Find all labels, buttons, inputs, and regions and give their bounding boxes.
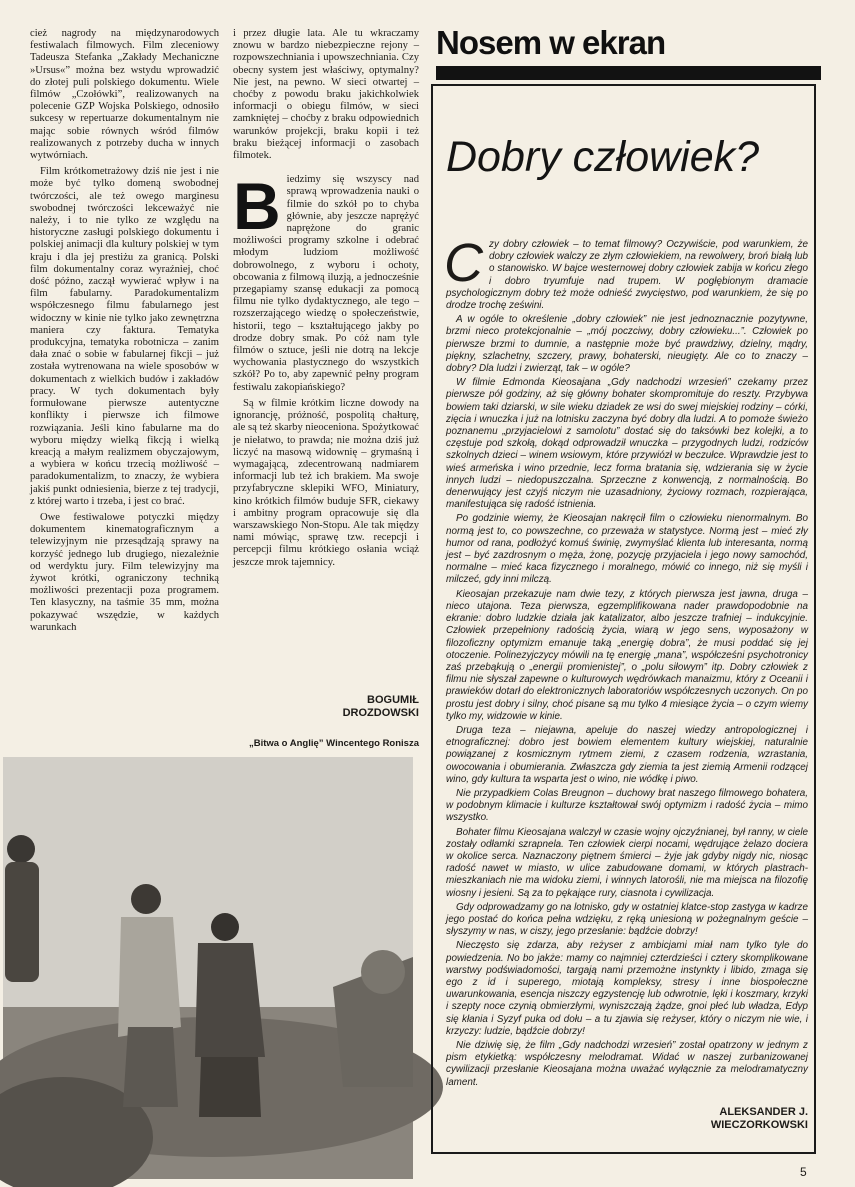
left-article-column-2 xyxy=(233,28,419,768)
paragraph: Nieczęsto się zdarza, aby reżyser z ambicjami miał nam tylko tyle do powiedzenia. No bo jakże: mamy co najmniej czterdzieści i cztery skomplikowane warstwy podświadomości, targają nami przemożne instynkty i libido, zmaga się ego z id i superego, miotają kompleksy, stresy i inne biospołeczne uwarunkowania, esencja niszczy egzystencję lub odwrotnie, lęki i koszmary, krzyki i szepty noce czynią obmierzłymi, wyniszczają żądze, gnoi płeć lub władza, Edyp się kłania i Syzyf puka od dołu – a tu zjawia się reżyser, który o niczym nie wie, i krzyczy: ludzie, bądźcie dobrzy! xyxy=(446,940,808,1037)
paragraph: cież nagrody na międzynarodowych festiwalach filmowych. Film zleceniowy Tadeusza Stefanka „Zakłady Mechaniczne »Ursus«” można bez wstydu wprowadzić do złotej puli polskiego dokumentu. Wiele filmów „Czołówki”, realizowanych na polecenie GZP Wojska Polskiego, odnosiło sukcesy w repertuarze dokumentalnym nie mając sobie równych wśród filmów realizowanych z potrzeby ducha w innych wytwórniach. xyxy=(30,28,219,162)
photo-caption: „Bitwa o Anglię” Wincentego Ronisza xyxy=(248,738,419,749)
paragraph: i przez długie lata. Ale tu wkraczamy znowu w bardzo niebezpieczne rejony – rozpowszechniania i upowszechniania. Czy obecny system jest właściwy, optymalny? Nie jest, na pewno. W sieci otwartej – choćby z powodu braku jakichkolwiek informacji o obiegu filmów, w sieci zamkniętej – choćby z braku odpowiednich warunków projekcji, braku kopii i też braku bieżącej informacji o zasobach filmotek. xyxy=(233,28,419,162)
film-still-photo xyxy=(3,757,413,1179)
paragraph-with-dropcap xyxy=(233,169,419,394)
paragraph-text: iedzimy się wszyscy nad sprawą wprowadzenia nauki o filmie do szkół po to chyba głównie, aby jeszcze naprężyć naprężone do granic możliwości programy szkolne i odebrać młodym ludziom możliwość dobrowolnego, z wyboru i ochoty, obcowania z filmową iluzją, a jednocześnie przegapiamy szansę edukacji za pomocą filmu nie tylko dydaktycznego, ale tego – rozszerzającego wiedzę o społeczeństwie, historii, tego – kształtującego jakby po drodze dobry smak. Po cóż nam tyle filmów o sztuce, jeśli nie dotrą na lekcje wychowania plastycznego do wszystkich szkół? Po to, aby zapewnić pełny program festiwalu zakopiańskiego? xyxy=(233,174,419,393)
header-rule xyxy=(436,66,821,80)
page-number: 5 xyxy=(800,1165,807,1179)
article-title: Dobry człowiek? xyxy=(446,133,760,181)
paragraph: Gdy odprowadzamy go na lotnisko, gdy w ostatniej klatce-stop zastyga w kadrze jego postać do końca pełna wdzięku, z ręką uniesioną w pożegnalnym geście – słyszymy w nas, w ciszy, jego przesłanie: bądźcie dobrzy! xyxy=(446,901,808,938)
paragraph: Po godzinie wiemy, że Kieosajan nakręcił film o człowieku nienormalnym. Bo normą jest to, co powszechne, co przeważa w statystyce. Normą jest – mieć zły humor od rana, podłożyć komuś świnię, zwymyślać klienta lub interesanta, normą jest – być zazdrosnym o męża, żonę, pozycję przyjaciela i jego nowy samochód, normalne – mieć kaca fizycznego i moralnego, mówić co innego, niż się myśli i milczeć, gdy inni milczą. xyxy=(446,513,808,586)
author-first-name: BOGUMIŁ xyxy=(367,694,419,706)
paragraph: Druga teza – niejawna, apeluje do naszej wiedzy antropologicznej i etnograficznej: dobro jest bowiem elementem kultury wiejskiej, naturalnie powiązanej z kosmicznym rytmem ziemi, z czasem rodzenia, wzrastania, owocowania i obumierania. Zwłaszcza gdy ziemia ta jest ziemią Armenii rodzącej wino, gdy kultura ta wsparta jest o wino, nie wódkę i piwo. xyxy=(446,724,808,785)
right-article-body xyxy=(444,233,808,1088)
paragraph-text: zy dobry człowiek – to temat filmowy? Oczywiście, pod warunkiem, że dobry człowiek walczy ze złym człowiekiem, na rewolwery, broń białą lub o stanowisko. W bajce westernowej dobry człowiek zabija w końcu złego i dobro tryumfuje nad trupem. W pogłębionym dramacie psychologicznym dobry też może odnieść zwycięstwo, pod warunkiem, że się po drodze trochę ześwini. xyxy=(446,239,808,312)
author-last-name: DROZDOWSKI xyxy=(342,707,419,719)
paragraph: Film krótkometrażowy dziś nie jest i nie może być tylko domeną swobodnej twórczości, ale też owego marginesu swobodnej twórczości lekceważyć nie należy, i to nie tylko ze względu na historyczne zasługi polskiego dokumentu i polskiej animacji dla kultury polskiej w tym kraju i dla jej prestiżu za granicą. Polski film dokumentalny coraz wyraźniej, choć dość późno, zaczął wywierać wpływ i na film fabularny. Paradokumentalizm współczesnego filmu fabularnego jest widoczny w kinie nie tylko jako zewnętrzna maniera czy faktura. Tematyka produkcyjna, tematyka robotnicza – zanim dała znać o sobie w fabularnej fikcji – już została wytrenowana na wiele sposobów w dokumentach z wielkich budów i zakładów pracy. W tych dokumentach były formułowane pierwsze autentyczne konflikty i pierwsze ich filmowe rozwiązania. Jeśli kino fabularne ma do wyboru między wielką fikcją i wielką kreacją a małym realizmem obyczajowym, a wybiera w końcu trzecią możliwość – paradokumentalizm, to znaczy, że wybiera jakiś punkt odniesienia, bierze z tej tradycji, z której warto i trzeba, i jest co brać. xyxy=(30,166,219,507)
dropcap-letter: C xyxy=(444,233,483,293)
dropcap-letter: B xyxy=(233,169,281,244)
paragraph-with-dropcap xyxy=(444,233,808,312)
author-signature-right xyxy=(446,1106,808,1132)
paragraph: Są w filmie krótkim liczne dowody na ignorancję, próżność, pospolitą chałturę, ale są też skarby nieoceniona. Spożytkować je niełatwo, to prawda; nie można dziś już liczyć na masową widownię – grymaśną i wymagającą, zdecentrowaną nadmiarem informacji lub też ich brakiem. Ma swoje przyfabryczne sklepiki WFO, Miniatury, kino krótkich filmów buduje SFR, ciekawy i ambitny program opracowuje się dla warszawskiego Non-Stopu. Ale tak między nami mówiąc, sprawę tzw. recepcji i percepcji filmu krótkiego osłania wciąż jeszcze mrok tajemnicy. xyxy=(233,397,419,568)
author-last-name: WIECZORKOWSKI xyxy=(710,1119,808,1131)
column-header: Nosem w ekran xyxy=(436,24,666,61)
paragraph: Kieosajan przekazuje nam dwie tezy, z których pierwsza jest jawna, druga – nieco utajona. Teza pierwsza, egzemplifikowana nader prawdopodobnie na ekranie: dobro ludzkie działa jak katalizator, albo jeszcze trafniej – indukcyjnie. Człowiek przepełniony radością życia, wiarą w jego sens, wyposażony w filozoficzny optymizm emanuje taką „energię dobra”, że musi poddać się jej otoczenie. Polinezyjczycy mówili na tę energię „mana”, współcześni psychotronicy zaś przebąkują o „energii promienistej”, o „polu siłowym” itp. Dobry człowiek z filmu nie słyszał zapewne o kulturowych wędrówkach manaizmu, który z Oceanii i prawieków dotarł do elektronicznych laboratoriów współczesnych uczonych. On po prostu jest dobry i silny, choć pisane są mu tylko 4 miesiące życia – o czym wiemy tylko my, widzowie w kinie. xyxy=(446,588,808,722)
paragraph: Bohater filmu Kieosajana walczył w czasie wojny ojczyźnianej, był ranny, w ciele zostały odłamki szrapnela. Ten człowiek cierpi nocami, wędrujące żelazo dociera w okolice serca. Naznaczony piętnem śmierci – żyje jak gdyby nigdy nic, niosąc radość nawet w miasto, w ulice zabudowane domami, w których plastrach-mieszkaniach nie ma widoku ziemi, i winnych latorośli, nie ma miejsca na filozofię wiosny i jesieni. Są za to pękające rury, ciasnota i cywilizacja. xyxy=(446,826,808,899)
paragraph: Nie przypadkiem Colas Breugnon – duchowy brat naszego filmowego bohatera, w podobnym klimacie i kulturze kształtował swój optymizm i radość życia – mimo wszystko. xyxy=(446,787,808,824)
paragraph: Owe festiwalowe potyczki między dokumentem kinematograficznym a telewizyjnym nie przesądzają sprawy na korzyść jednego lub drugiego, niezależnie od werdyktu jury. Film telewizyjny ma żywot krótki, ograniczony techniką możliwości prezentacji poza programem. Ten klasyczny, na taśmie 35 mm, można pokazywać wszędzie, w każdych warunkach xyxy=(30,511,219,633)
photo-illustration xyxy=(3,757,413,1179)
author-signature-left xyxy=(233,694,419,720)
paragraph: W filmie Edmonda Kieosajana „Gdy nadchodzi wrzesień” czekamy przez pierwsze pół godziny, aż się główny bohater skompromituje do reszty. Przybywa bowiem taki dziarski, w sile wieku dziadek ze wsi do swej miejskiej rodziny – córki, zięcia i wnuczka i już na lotnisku zaczyna być dobry dla ludzi. A to pomoże świeżo poznanemu „przyjacielowi z samolotu” dostać się do taksówki bez kolejki, a to częstuje pod szkołą, dokąd odprowadził wnuczka – przygodnych ludzi, rodziców szkolnych dzieci – winem wsiowym, które przywiózł w beczułce. Wprawdzie jest to wieś armeńska i wino przednie, lecz forma bratania się, wdzierania się w życie innych ludzi – niedopuszczalna. Sprzeczne z konwencją, z normalnością. Bo denerwujący jest czyjś niczym nie uzasadniony, życiowy rozmach, rozpierająca, manifestująca się radość istnienia. xyxy=(446,377,808,511)
paragraph: Nie dziwię się, że film „Gdy nadchodzi wrzesień” został opatrzony w jednym z pism etykietką: współczesny melodramat. Widać w naszej zurbanizowanej cywilizacji przesłanie Kieosajana można uważać wyłącznie za melodramatyczny lament. xyxy=(446,1040,808,1088)
paragraph: A w ogóle to określenie „dobry człowiek” nie jest jednoznacznie pozytywne, brzmi nieco protekcjonalnie – „mój poczciwy, dobry człowieku...”. Człowiek po pierwsze brzmi to dumnie, a następnie może być prawdziwy, dzielny, mądry, piękny, szlachetny, szczery, prawy, bohaterski, nieugięty. Ale co to znaczy – dobry? Dla ludzi i zwierząt, tak – w ogóle? xyxy=(446,314,808,375)
author-first-name: ALEKSANDER J. xyxy=(719,1106,808,1118)
left-article-column-1 xyxy=(30,28,219,703)
